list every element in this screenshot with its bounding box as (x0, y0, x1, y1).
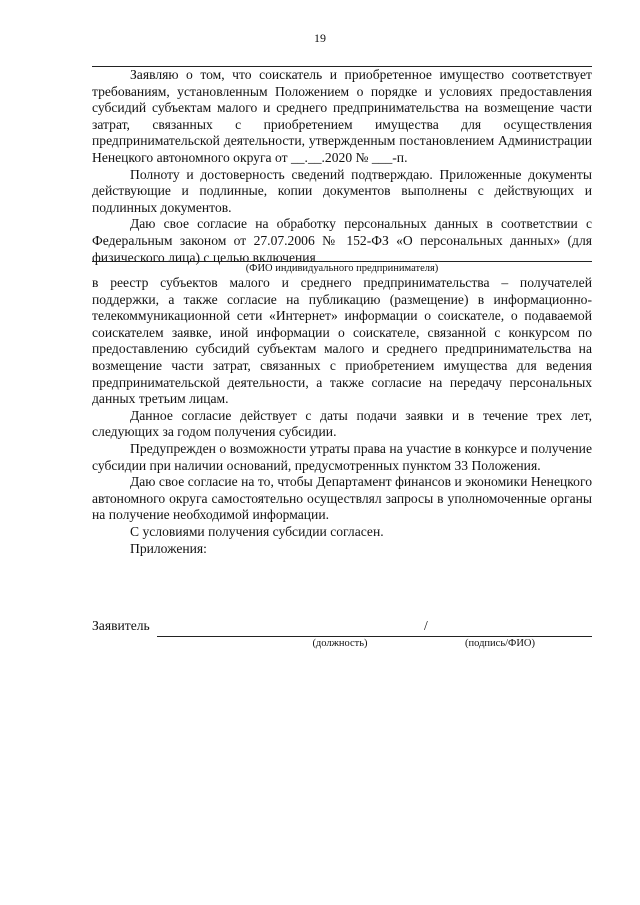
conditions-agreement-paragraph: С условиями получения субсидии согласен. (130, 523, 384, 539)
fio-caption: (ФИО индивидуального предпринимателя) (245, 263, 439, 274)
position-caption: (должность) (312, 638, 368, 649)
compliance-paragraph: Заявляю о том, что соискатель и приобретенное имущество соответствует требованиям, установленным Положением о порядке и условиях предоставления субсидий субъектам малого и среднего предпринимательства на возмещение части затрат, связанных с приобретением имущества для осуществления предпринимательской деятельности, утвержденным постановлением Администрации Ненецкого автономного округа от __.__.2020 № ___-п. (92, 67, 592, 165)
personal-data-consent-paragraph: Даю свое согласие на обработку персональных данных в соответствии с Федеральным законом от 27.07.2006 № 152-ФЗ «О персональных данных» (для физического лица) с целью включения (92, 216, 592, 265)
page-number: 19 (314, 31, 326, 45)
consent-validity-paragraph: Данное согласие действует с даты подачи заявки и в течение трех лет, следующих за годом получения субсидии. (92, 407, 592, 440)
consent-block-1 (92, 67, 592, 266)
consent-block-2 (92, 275, 592, 557)
requests-consent-paragraph: Даю свое согласие на то, чтобы Департамент финансов и экономики Ненецкого автономного округа самостоятельно осуществлял запросы в уполномоченные органы на получение необходимой информации. (92, 474, 592, 523)
signature-caption: (подпись/ФИО) (465, 638, 535, 649)
warning-paragraph: Предупрежден о возможности утраты права на участие в конкурсе и получение субсидии при наличии оснований, предусмотренных пунктом 33 Положения. (92, 440, 592, 473)
fio-fill-line[interactable] (92, 261, 592, 262)
attachments-heading: Приложения: (130, 540, 207, 556)
signature-slash: / (424, 618, 428, 633)
signature-fill-line[interactable] (157, 636, 592, 637)
applicant-label: Заявитель (92, 618, 150, 633)
authenticity-paragraph: Полноту и достоверность сведений подтверждаю. Приложенные документы действующие и подлинные, копии документов выполнены с действующих и подлинных документов. (92, 166, 592, 215)
registry-consent-paragraph: в реестр субъектов малого и среднего предпринимательства – получателей поддержки, а также согласие на публикацию (размещение) в информационно-телекоммуникационной сети «Интернет» информации о соискателе, о подаваемой соискателем заявке, иной информации о соискателе, связанной с конкурсом по предоставлению субсидий субъектам малого и среднего предпринимательства на возмещение части затрат, связанных с приобретением имущества для ведения предпринимательской деятельности, а также согласие на передачу персональных данных третьим лицам. (92, 275, 592, 407)
